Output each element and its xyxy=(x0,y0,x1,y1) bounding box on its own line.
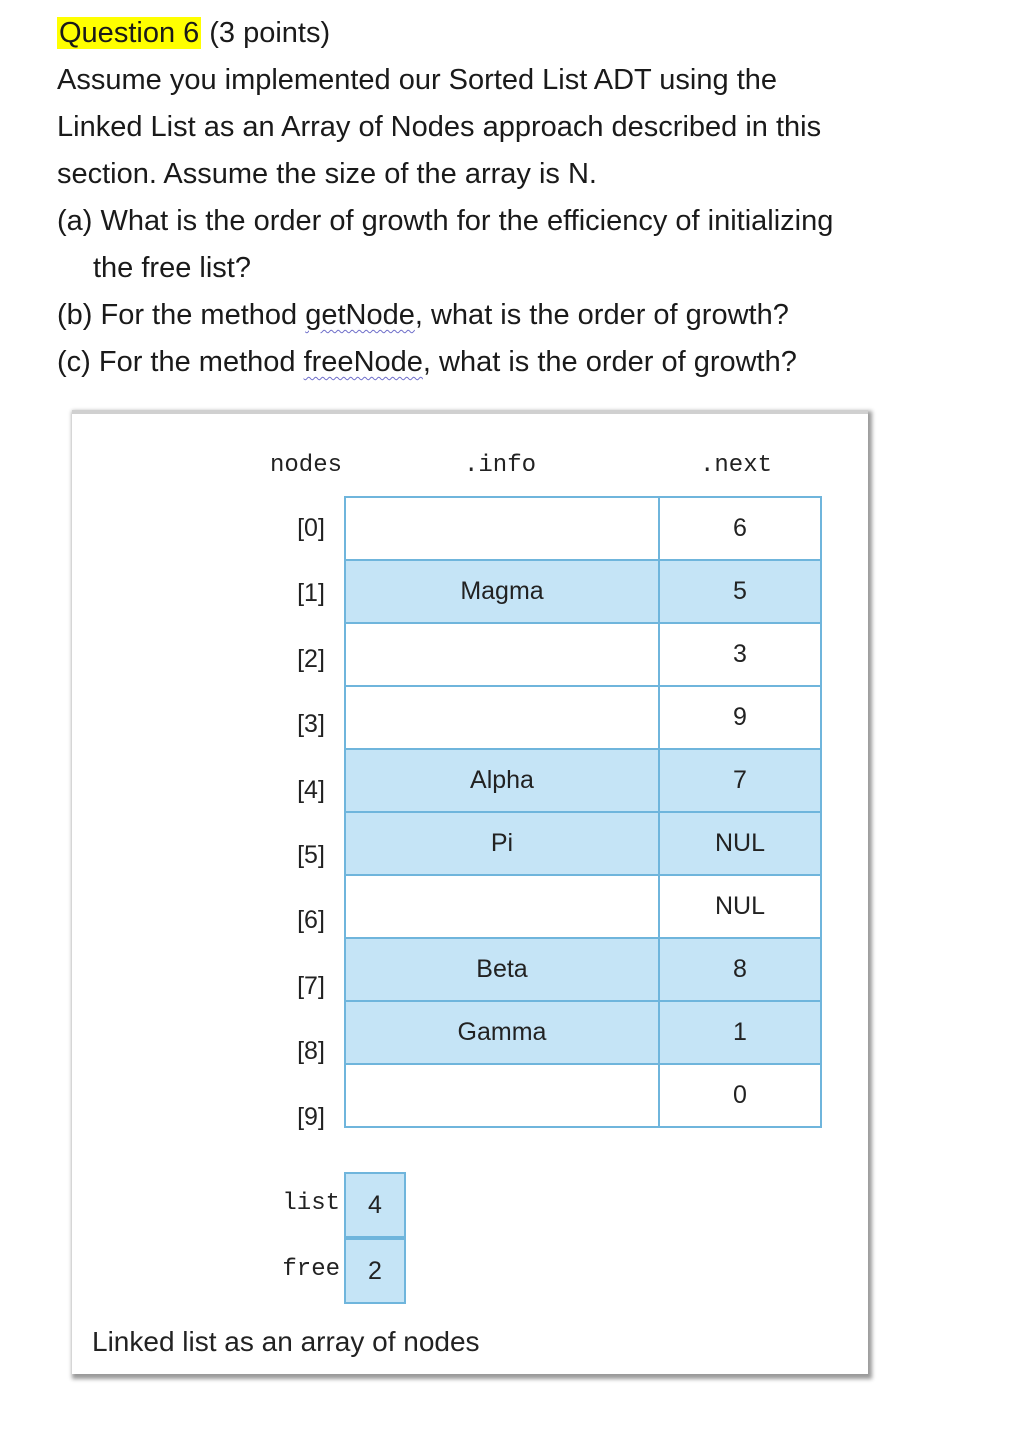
free-value-box: 2 xyxy=(344,1238,406,1304)
info-cell: Pi xyxy=(345,812,659,875)
info-cell xyxy=(345,686,659,749)
question-title: Question 6 xyxy=(59,17,200,49)
row-index-label: [5] xyxy=(297,840,325,869)
next-cell: NUL xyxy=(659,812,821,875)
question-block xyxy=(57,10,987,386)
nodes-table xyxy=(344,496,822,1128)
part-b-method: getNode xyxy=(305,299,415,331)
part-c-suffix: , what is the order of growth? xyxy=(422,346,797,378)
node-row xyxy=(345,623,821,686)
info-cell xyxy=(345,497,659,560)
info-cell: Beta xyxy=(345,938,659,1001)
row-index-label: [9] xyxy=(297,1102,325,1131)
row-index-label: [7] xyxy=(297,971,325,1000)
question-intro-line: section. Assume the size of the array is N. xyxy=(57,158,597,190)
question-intro-line: Assume you implemented our Sorted List ADT using the xyxy=(57,64,778,96)
info-cell xyxy=(345,623,659,686)
node-row xyxy=(345,560,821,623)
node-row xyxy=(345,1064,821,1127)
question-intro-line: Linked List as an Array of Nodes approach described in this xyxy=(57,111,822,143)
array-of-nodes-figure xyxy=(72,410,868,1374)
node-row xyxy=(345,497,821,560)
next-cell: 1 xyxy=(659,1001,821,1064)
part-b-suffix: , what is the order of growth? xyxy=(414,299,789,331)
list-label: list xyxy=(282,1190,340,1217)
next-cell: 0 xyxy=(659,1064,821,1127)
node-row xyxy=(345,686,821,749)
row-index-label: [4] xyxy=(297,775,325,804)
info-cell: Gamma xyxy=(345,1001,659,1064)
row-index-label: [3] xyxy=(297,710,325,739)
next-cell: NUL xyxy=(659,875,821,938)
next-cell: 7 xyxy=(659,749,821,812)
index-column xyxy=(282,496,340,1150)
part-b xyxy=(57,292,987,339)
part-a-line1: (a) What is the order of growth for the efficiency of initializing xyxy=(57,205,834,237)
row-index-label: [1] xyxy=(297,579,325,608)
row-index-label: [8] xyxy=(297,1037,325,1066)
node-row xyxy=(345,875,821,938)
next-cell: 9 xyxy=(659,686,821,749)
free-label: free xyxy=(282,1256,340,1283)
question-points: (3 points) xyxy=(209,17,331,49)
nodes-table-body xyxy=(345,497,821,1127)
info-cell xyxy=(345,875,659,938)
node-row xyxy=(345,812,821,875)
node-row xyxy=(345,1001,821,1064)
nodes-header: nodes xyxy=(270,452,343,479)
question-header xyxy=(57,10,987,57)
part-c xyxy=(57,339,987,386)
part-b-prefix: (b) For the method xyxy=(57,299,306,331)
info-header: .info xyxy=(464,452,537,479)
node-row xyxy=(345,749,821,812)
node-row xyxy=(345,938,821,1001)
next-cell: 8 xyxy=(659,938,821,1001)
row-index-label: [6] xyxy=(297,906,325,935)
next-header: .next xyxy=(700,452,773,479)
next-cell: 6 xyxy=(659,497,821,560)
part-c-prefix: (c) For the method xyxy=(57,346,304,378)
part-a-line2: the free list? xyxy=(93,252,251,284)
figure-caption: Linked list as an array of nodes xyxy=(92,1326,480,1357)
part-c-method: freeNode xyxy=(303,346,423,378)
info-cell xyxy=(345,1064,659,1127)
info-cell: Magma xyxy=(345,560,659,623)
info-cell: Alpha xyxy=(345,749,659,812)
row-index-label: [0] xyxy=(297,514,325,542)
next-cell: 5 xyxy=(659,560,821,623)
row-index-label: [2] xyxy=(297,644,325,673)
list-value-box: 4 xyxy=(344,1172,406,1238)
next-cell: 3 xyxy=(659,623,821,686)
